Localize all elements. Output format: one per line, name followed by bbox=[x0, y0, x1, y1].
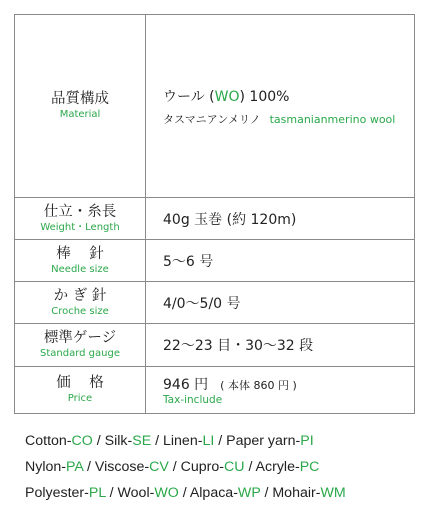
needle-label-cell bbox=[15, 240, 146, 282]
needle-label-en: Needle size bbox=[51, 263, 109, 275]
legend-fiber-code: PL bbox=[88, 485, 106, 501]
weight-value-cell bbox=[146, 198, 415, 240]
legend-fiber-name: Mohair- bbox=[272, 485, 321, 501]
legend-line bbox=[25, 428, 425, 454]
material-sub bbox=[163, 111, 414, 127]
crochet-value: 4/0〜5/0 号 bbox=[163, 295, 241, 312]
gauge-value: 22〜23 目・30〜32 段 bbox=[163, 338, 314, 354]
legend-line bbox=[25, 454, 425, 480]
price-sub-en: Tax-include bbox=[163, 393, 223, 406]
needle-value: 5〜6 号 bbox=[163, 253, 214, 270]
material-value-cell bbox=[146, 15, 415, 198]
material-value-code: WO bbox=[214, 88, 240, 105]
legend-separator: / bbox=[105, 485, 118, 501]
legend-separator: / bbox=[178, 485, 190, 501]
gauge-label-en: Standard gauge bbox=[40, 348, 120, 359]
legend-fiber-name: Alpaca- bbox=[189, 485, 238, 501]
legend-separator: / bbox=[214, 433, 227, 449]
material-label-cell bbox=[15, 15, 146, 198]
legend-fiber-code: WP bbox=[237, 485, 261, 501]
crochet-label-en: Croche size bbox=[51, 305, 109, 317]
price-row bbox=[15, 367, 415, 414]
legend-fiber-code: SE bbox=[132, 433, 152, 449]
needle-label-jp: 棒 針 bbox=[56, 245, 104, 262]
gauge-value-cell bbox=[146, 324, 415, 367]
legend-separator: / bbox=[92, 433, 105, 449]
legend-fiber-name: Acryle- bbox=[255, 459, 300, 475]
legend-fiber-name: Nylon- bbox=[25, 459, 66, 475]
price-label-en: Price bbox=[67, 393, 93, 404]
price-value-line bbox=[163, 374, 414, 394]
weight-label-cell bbox=[15, 198, 146, 240]
legend-separator: / bbox=[151, 433, 163, 449]
material-label-jp: 品質構成 bbox=[51, 91, 109, 107]
gauge-label-cell bbox=[15, 324, 146, 367]
price-value: 946 円 bbox=[163, 376, 209, 393]
legend-separator: / bbox=[244, 459, 256, 475]
legend-fiber-name: Cupro- bbox=[180, 459, 224, 475]
legend-fiber-name: Linen- bbox=[163, 433, 203, 449]
legend-fiber-code: CO bbox=[71, 433, 93, 449]
legend-fiber-code: CV bbox=[149, 459, 169, 475]
crochet-row bbox=[15, 282, 415, 324]
material-value bbox=[163, 86, 414, 106]
legend-fiber-code: WO bbox=[154, 485, 179, 501]
legend-fiber-name: Silk- bbox=[104, 433, 133, 449]
price-value-cell bbox=[146, 367, 415, 414]
weight-value: 40g 玉巻 (約 120m) bbox=[163, 211, 297, 228]
needle-row bbox=[15, 240, 415, 282]
material-sub-en: tasmanianmerino wool bbox=[269, 112, 396, 126]
spec-table bbox=[14, 14, 415, 414]
legend-fiber-code: PC bbox=[299, 459, 320, 475]
legend-fiber-name: Cotton- bbox=[25, 433, 72, 449]
crochet-label-cell bbox=[15, 282, 146, 324]
material-value-prefix: ウール ( bbox=[163, 88, 215, 105]
legend-fiber-code: PA bbox=[66, 459, 84, 475]
material-value-suffix: ) 100% bbox=[239, 88, 290, 105]
legend-fiber-name: Polyester- bbox=[25, 485, 89, 501]
weight-label-jp: 仕立・糸長 bbox=[43, 203, 117, 220]
legend-fiber-name: Viscose- bbox=[94, 459, 150, 475]
fiber-legend bbox=[25, 428, 425, 506]
legend-fiber-code: WM bbox=[320, 485, 346, 501]
material-label-en: Material bbox=[59, 109, 101, 120]
material-row bbox=[15, 15, 415, 198]
legend-fiber-code: CU bbox=[224, 459, 245, 475]
legend-line bbox=[25, 480, 425, 506]
gauge-label-jp: 標準ゲージ bbox=[43, 330, 117, 346]
weight-row bbox=[15, 198, 415, 240]
legend-fiber-name: Wool- bbox=[117, 485, 155, 501]
gauge-row bbox=[15, 324, 415, 367]
weight-label-en: Weight・Length bbox=[40, 221, 120, 233]
needle-value-cell bbox=[146, 240, 415, 282]
legend-fiber-code: LI bbox=[202, 433, 215, 449]
crochet-value-cell bbox=[146, 282, 415, 324]
price-label-jp: 価 格 bbox=[56, 375, 104, 391]
price-label-cell bbox=[15, 367, 146, 414]
legend-fiber-name: Paper yarn- bbox=[226, 433, 301, 449]
legend-separator: / bbox=[260, 485, 273, 501]
material-sub-jp: タスマニアンメリノ bbox=[163, 112, 261, 126]
legend-fiber-code: PI bbox=[300, 433, 314, 449]
price-note: ( 本体 860 円 ) bbox=[220, 378, 297, 392]
crochet-label-jp: か ぎ 針 bbox=[53, 287, 107, 304]
legend-separator: / bbox=[83, 459, 95, 475]
legend-separator: / bbox=[168, 459, 181, 475]
